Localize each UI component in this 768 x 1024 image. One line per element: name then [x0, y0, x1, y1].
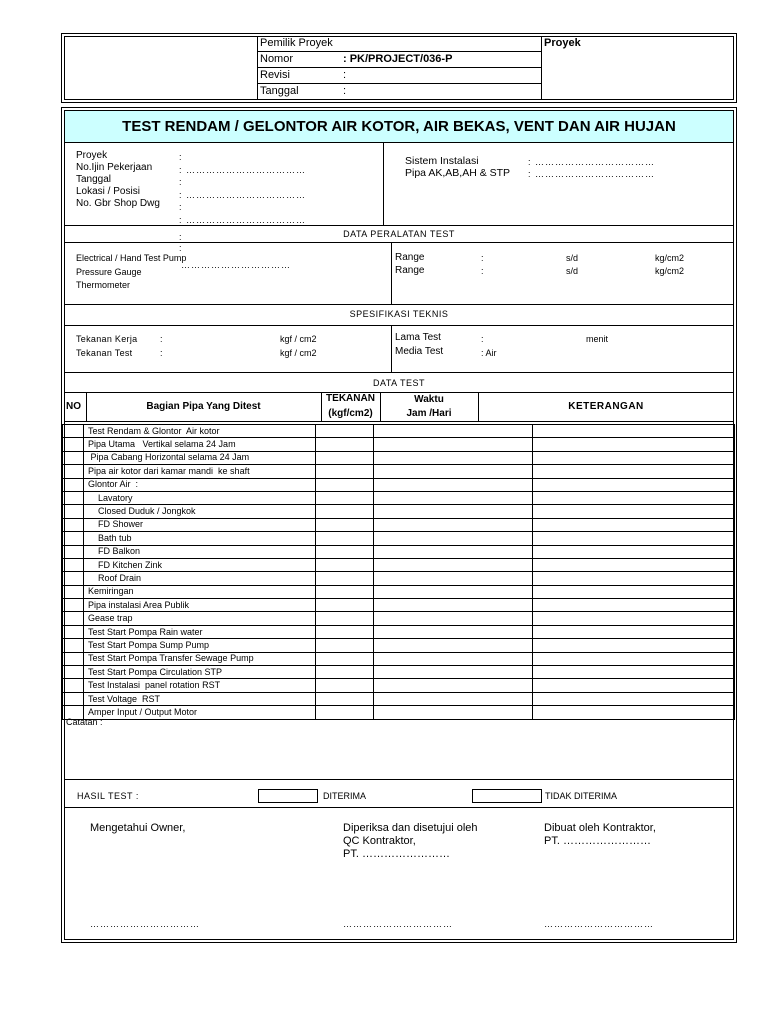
sign-owner: Mengetahui Owner,: [90, 822, 186, 834]
row-waktu-cell[interactable]: [374, 692, 533, 705]
form-title: TEST RENDAM / GELONTOR AIR KOTOR, AIR BEKAS, VENT DAN AIR HUJAN: [122, 118, 676, 135]
lama-test-unit: menit: [586, 334, 609, 344]
info-label-lokasi: Lokasi / Posisi: [76, 186, 140, 197]
row-tekanan-cell[interactable]: [316, 558, 374, 571]
section-line: [64, 779, 734, 780]
row-no-cell: [63, 518, 84, 531]
row-bagian-cell: FD Shower: [84, 518, 316, 531]
row-keterangan-cell[interactable]: [533, 572, 735, 585]
row-waktu-cell[interactable]: [374, 558, 533, 571]
sign-kontraktor: [544, 822, 656, 848]
row-tekanan-cell[interactable]: [316, 652, 374, 665]
row-tekanan-cell[interactable]: [316, 465, 374, 478]
header-divider: [257, 36, 258, 100]
table-row: [63, 585, 735, 598]
tekanan-test-colon: :: [160, 348, 163, 358]
row-keterangan-cell[interactable]: [533, 599, 735, 612]
row-waktu-cell[interactable]: [374, 679, 533, 692]
pipa-value: : ………………………………: [528, 169, 656, 179]
row-tekanan-cell[interactable]: [316, 451, 374, 464]
section-line: [64, 304, 734, 305]
row-tekanan-cell[interactable]: [316, 612, 374, 625]
row-waktu-cell[interactable]: [374, 666, 533, 679]
row-bagian-cell: Pipa air kotor dari kamar mandi ke shaft: [84, 465, 316, 478]
row-waktu-cell[interactable]: [374, 625, 533, 638]
row-keterangan-cell[interactable]: [533, 491, 735, 504]
row-waktu-cell[interactable]: [374, 706, 533, 719]
row-tekanan-cell[interactable]: [316, 706, 374, 719]
lama-test-label: Lama Test: [395, 332, 441, 343]
row-no-cell: [63, 545, 84, 558]
header-row-line: [257, 67, 541, 68]
tekanan-kerja-colon: :: [160, 334, 163, 344]
info-label-proyek: Proyek: [76, 150, 108, 161]
table-row: [63, 505, 735, 518]
row-no-cell: [63, 666, 84, 679]
row-no-cell: [63, 599, 84, 612]
tanggal-value: :: [343, 85, 347, 97]
data-test-heading: DATA TEST: [372, 378, 425, 388]
tekanan-test-unit: kgf / cm2: [280, 348, 317, 358]
section-line: [64, 325, 734, 326]
row-bagian-cell: Glontor Air :: [84, 478, 316, 491]
col-no: NO: [66, 401, 81, 412]
colon: :: [179, 243, 182, 253]
media-test-value: : Air: [481, 348, 497, 358]
row-keterangan-cell[interactable]: [533, 505, 735, 518]
row-no-cell: [63, 532, 84, 545]
row-keterangan-cell[interactable]: [533, 518, 735, 531]
row-waktu-cell[interactable]: [374, 652, 533, 665]
row-no-cell: [63, 451, 84, 464]
row-keterangan-cell[interactable]: [533, 639, 735, 652]
header-row-line: [257, 51, 541, 52]
info-colon-dots: : ………………………………: [179, 214, 307, 225]
sign-qc-line1: Diperiksa dan disetujui oleh: [343, 822, 478, 834]
row-bagian-cell: Kemiringan: [84, 585, 316, 598]
info-colon: :: [179, 202, 183, 212]
row-keterangan-cell[interactable]: [533, 558, 735, 571]
diterima-checkbox[interactable]: [258, 789, 318, 803]
row-tekanan-cell[interactable]: [316, 425, 374, 438]
info-colon: :: [179, 177, 183, 187]
col-bagian: Bagian Pipa Yang Ditest: [146, 401, 261, 412]
row-keterangan-cell[interactable]: [533, 478, 735, 491]
row-keterangan-cell[interactable]: [533, 706, 735, 719]
tekanan-kerja-label: Tekanan Kerja: [76, 334, 138, 344]
data-test-table: [62, 424, 735, 720]
range-colon-1: :: [481, 253, 484, 263]
sistem-value: : ………………………………: [528, 157, 656, 167]
header-divider: [541, 36, 542, 100]
sign-dots-owner: ……………………………: [90, 919, 200, 929]
table-row: [63, 465, 735, 478]
header-row-line: [257, 83, 541, 84]
nomor-label: Nomor: [260, 53, 294, 65]
colon: :: [179, 232, 182, 242]
section-line: [64, 372, 734, 373]
row-keterangan-cell[interactable]: [533, 465, 735, 478]
info-labels: [76, 150, 160, 210]
row-tekanan-cell[interactable]: [316, 478, 374, 491]
peralatan-divider: [391, 242, 392, 304]
row-no-cell: [63, 652, 84, 665]
row-bagian-cell: Gease trap: [84, 612, 316, 625]
row-tekanan-cell[interactable]: [316, 692, 374, 705]
spesifikasi-divider: [391, 325, 392, 372]
table-row: [63, 706, 735, 719]
media-test-label: Media Test: [395, 346, 444, 357]
row-no-cell: [63, 425, 84, 438]
row-keterangan-cell[interactable]: [533, 451, 735, 464]
row-waktu-cell[interactable]: [374, 545, 533, 558]
peralatan-dots: ……………………………: [181, 260, 291, 270]
table-row: [63, 639, 735, 652]
info-colon-dots: : ………………………………: [179, 189, 307, 200]
row-tekanan-cell[interactable]: [316, 679, 374, 692]
tanggal-label: Tanggal: [260, 85, 299, 97]
range-unit-2: kg/cm2: [655, 266, 685, 276]
row-waktu-cell[interactable]: [374, 478, 533, 491]
col-tekanan-unit: (kgf/cm2): [328, 408, 373, 419]
row-waktu-cell[interactable]: [374, 465, 533, 478]
row-waktu-cell[interactable]: [374, 612, 533, 625]
table-row: [63, 545, 735, 558]
diterima-label: DITERIMA: [323, 791, 367, 801]
data-test-rows: [63, 425, 735, 720]
section-line: [64, 225, 734, 226]
row-waktu-cell[interactable]: [374, 639, 533, 652]
row-bagian-cell: Pipa Cabang Horizontal selama 24 Jam: [84, 451, 316, 464]
table-row: [63, 599, 735, 612]
row-tekanan-cell[interactable]: [316, 532, 374, 545]
row-tekanan-cell[interactable]: [316, 585, 374, 598]
row-waktu-cell[interactable]: [374, 438, 533, 451]
row-tekanan-cell[interactable]: [316, 518, 374, 531]
row-keterangan-cell[interactable]: [533, 545, 735, 558]
row-tekanan-cell[interactable]: [316, 438, 374, 451]
header-inner: [64, 36, 734, 100]
catatan-label: Catatan :: [66, 717, 103, 727]
table-row: [63, 692, 735, 705]
item-gauge: Pressure Gauge: [76, 266, 142, 277]
table-row: [63, 625, 735, 638]
row-bagian-cell: Lavatory: [84, 491, 316, 504]
row-tekanan-cell[interactable]: [316, 639, 374, 652]
range-sd-2: s/d: [566, 266, 579, 276]
row-waktu-cell[interactable]: [374, 599, 533, 612]
section-line: [64, 807, 734, 808]
row-no-cell: [63, 679, 84, 692]
table-row: [63, 491, 735, 504]
col-waktu: Waktu: [414, 394, 444, 405]
section-line: [64, 421, 734, 422]
sign-kontraktor-line2: PT. ……………………: [544, 835, 651, 847]
row-bagian-cell: Closed Duduk / Jongkok: [84, 505, 316, 518]
col-keterangan: KETERANGAN: [568, 401, 644, 412]
row-no-cell: [63, 585, 84, 598]
proyek-header: Proyek: [544, 37, 581, 49]
row-keterangan-cell[interactable]: [533, 612, 735, 625]
row-bagian-cell: Pipa Utama Vertikal selama 24 Jam: [84, 438, 316, 451]
row-bagian-cell: FD Kitchen Zink: [84, 558, 316, 571]
pemilik-label: Pemilik Proyek: [260, 37, 333, 49]
spesifikasi-heading: SPESIFIKASI TEKNIS: [349, 309, 449, 319]
table-row: [63, 451, 735, 464]
row-waktu-cell[interactable]: [374, 451, 533, 464]
row-bagian-cell: Test Start Pompa Sump Pump: [84, 639, 316, 652]
row-waktu-cell[interactable]: [374, 572, 533, 585]
row-keterangan-cell[interactable]: [533, 532, 735, 545]
row-no-cell: [63, 438, 84, 451]
sign-dots-qc: ……………………………: [343, 919, 453, 929]
row-bagian-cell: Test Start Pompa Transfer Sewage Pump: [84, 652, 316, 665]
row-bagian-cell: Pipa instalasi Area Publik: [84, 599, 316, 612]
revisi-value: :: [343, 69, 347, 81]
row-no-cell: [63, 465, 84, 478]
row-keterangan-cell[interactable]: [533, 425, 735, 438]
sign-dots-kontraktor: ……………………………: [544, 919, 654, 929]
row-tekanan-cell[interactable]: [316, 625, 374, 638]
item-thermometer: Thermometer: [76, 280, 131, 290]
row-no-cell: [63, 639, 84, 652]
row-no-cell: [63, 478, 84, 491]
info-label-gbr: No. Gbr Shop Dwg: [76, 198, 160, 209]
peralatan-items: [76, 252, 186, 293]
row-keterangan-cell[interactable]: [533, 652, 735, 665]
row-keterangan-cell[interactable]: [533, 438, 735, 451]
row-tekanan-cell[interactable]: [316, 491, 374, 504]
table-row: [63, 532, 735, 545]
sistem-label: Sistem Instalasi: [405, 155, 479, 167]
range-colon-2: :: [481, 266, 484, 276]
info-colon-dots: : ………………………………: [179, 164, 307, 175]
tekanan-kerja-unit: kgf / cm2: [280, 334, 317, 344]
tidak-diterima-checkbox[interactable]: [472, 789, 542, 803]
table-row: [63, 478, 735, 491]
row-no-cell: [63, 692, 84, 705]
row-waktu-cell[interactable]: [374, 585, 533, 598]
range-label-2: Range: [395, 265, 425, 276]
row-tekanan-cell[interactable]: [316, 545, 374, 558]
peralatan-colon: [179, 232, 182, 254]
row-keterangan-cell[interactable]: [533, 666, 735, 679]
row-keterangan-cell[interactable]: [533, 625, 735, 638]
sign-kontraktor-line1: Dibuat oleh Kontraktor,: [544, 822, 656, 834]
peralatan-heading: DATA PERALATAN TEST: [343, 229, 455, 239]
info-label-tanggal: Tanggal: [76, 174, 112, 185]
row-bagian-cell: Test Start Pompa Circulation STP: [84, 666, 316, 679]
row-no-cell: [63, 612, 84, 625]
table-row: [63, 652, 735, 665]
info-divider: [383, 143, 384, 225]
col-tekanan: TEKANAN: [326, 393, 375, 404]
row-bagian-cell: Test Instalasi panel rotation RST: [84, 679, 316, 692]
table-row: [63, 612, 735, 625]
tidak-diterima-label: TIDAK DITERIMA: [545, 791, 618, 801]
table-row: [63, 438, 735, 451]
section-line: [64, 392, 734, 393]
tekanan-test-label: Tekanan Test: [76, 348, 133, 358]
range-label-1: Range: [395, 252, 425, 263]
section-line: [64, 242, 734, 243]
table-row: [63, 666, 735, 679]
info-colon: :: [179, 152, 183, 162]
row-bagian-cell: Test Voltage RST: [84, 692, 316, 705]
table-row: [63, 572, 735, 585]
row-no-cell: [63, 625, 84, 638]
row-bagian-cell: Roof Drain: [84, 572, 316, 585]
row-bagian-cell: Test Start Pompa Rain water: [84, 625, 316, 638]
row-bagian-cell: Test Rendam & Glontor Air kotor: [84, 425, 316, 438]
table-row: [63, 425, 735, 438]
info-colons: [179, 151, 306, 226]
row-tekanan-cell[interactable]: [316, 505, 374, 518]
row-tekanan-cell[interactable]: [316, 666, 374, 679]
range-unit-1: kg/cm2: [655, 253, 685, 263]
sign-qc: [343, 822, 478, 861]
nomor-value: : PK/PROJECT/036-P: [343, 53, 453, 65]
row-no-cell: [63, 572, 84, 585]
table-row: [63, 679, 735, 692]
row-tekanan-cell[interactable]: [316, 599, 374, 612]
row-no-cell: [63, 558, 84, 571]
row-bagian-cell: FD Balkon: [84, 545, 316, 558]
pipa-label: Pipa AK,AB,AH & STP: [405, 167, 511, 179]
row-waktu-cell[interactable]: [374, 518, 533, 531]
row-keterangan-cell[interactable]: [533, 679, 735, 692]
range-sd-1: s/d: [566, 253, 579, 263]
row-keterangan-cell[interactable]: [533, 585, 735, 598]
item-pump: Electrical / Hand Test Pump: [76, 253, 187, 263]
table-row: [63, 518, 735, 531]
table-row: [63, 558, 735, 571]
row-waktu-cell[interactable]: [374, 425, 533, 438]
row-bagian-cell: Amper Input / Output Motor: [84, 706, 316, 719]
row-tekanan-cell[interactable]: [316, 572, 374, 585]
row-waktu-cell[interactable]: [374, 491, 533, 504]
hasil-label: HASIL TEST :: [77, 791, 139, 801]
revisi-label: Revisi: [260, 69, 290, 81]
info-label-ijin: No.Ijin Pekerjaan: [76, 162, 153, 173]
row-no-cell: [63, 505, 84, 518]
row-bagian-cell: Bath tub: [84, 532, 316, 545]
lama-test-colon: :: [481, 334, 484, 344]
sign-qc-line3: PT. ……………………: [343, 848, 450, 860]
row-waktu-cell[interactable]: [374, 505, 533, 518]
col-waktu-unit: Jam /Hari: [406, 408, 452, 419]
sign-qc-line2: QC Kontraktor,: [343, 835, 416, 847]
row-keterangan-cell[interactable]: [533, 692, 735, 705]
row-waktu-cell[interactable]: [374, 532, 533, 545]
row-no-cell: [63, 491, 84, 504]
